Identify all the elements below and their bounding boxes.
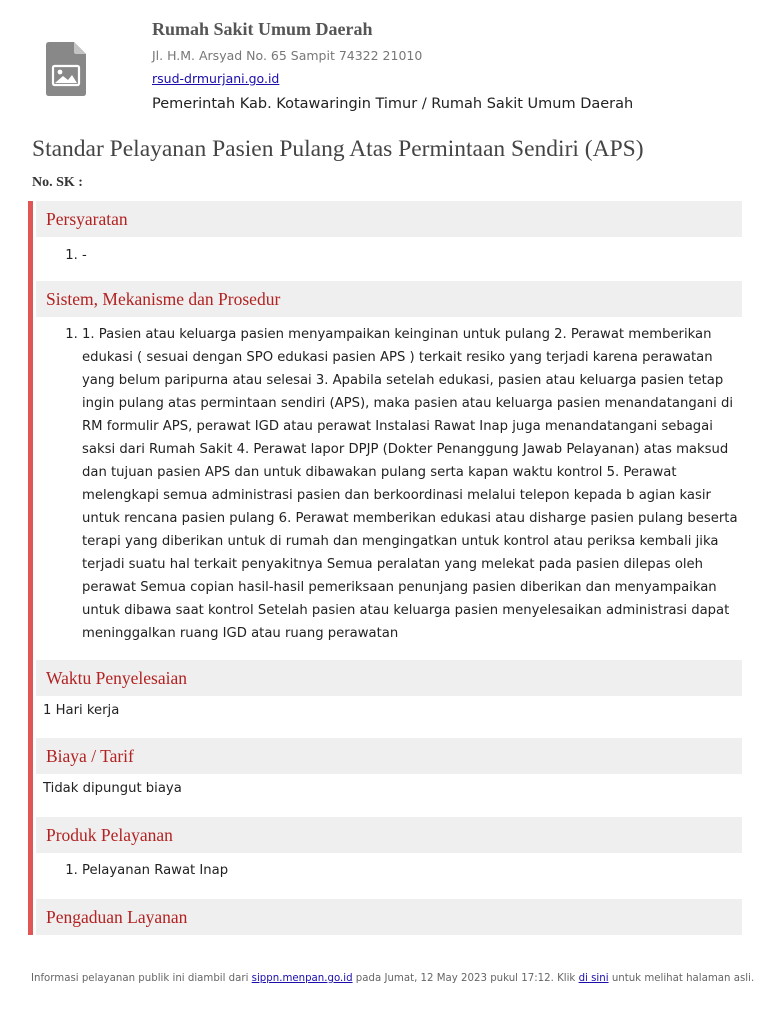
image-file-icon: [46, 42, 86, 96]
footer-prefix-text: Informasi pelayanan publik ini diambil dari: [31, 973, 249, 984]
page-footer: [31, 973, 755, 984]
website-link[interactable]: rsud-drmurjani.go.id: [152, 71, 280, 86]
original-page-link[interactable]: di sini: [578, 973, 609, 984]
government-breadcrumb: Pemerintah Kab. Kotawaringin Timur / Rumah Sakit Umum Daerah: [152, 96, 634, 112]
section-heading-pengaduan: Pengaduan Layanan: [36, 899, 742, 935]
section-heading-persyaratan: Persyaratan: [36, 201, 742, 237]
section-heading-produk: Produk Pelayanan: [36, 817, 742, 853]
page-title: Standar Pelayanan Pasien Pulang Atas Permintaan Sendiri (APS): [32, 136, 644, 162]
organization-address: Jl. H.M. Arsyad No. 65 Sampit 74322 21010: [152, 48, 423, 63]
sk-number-label: No. SK :: [32, 175, 83, 190]
section-body-prosedur: [33, 317, 742, 660]
section-body-persyaratan: [33, 237, 742, 281]
section-heading-waktu: Waktu Penyelesaian: [36, 660, 742, 696]
persyaratan-list: [33, 244, 742, 267]
source-link[interactable]: sippn.menpan.go.id: [251, 973, 353, 984]
footer-suffix-text: untuk melihat halaman asli.: [611, 973, 755, 984]
section-body-biaya: Tidak dipungut biaya: [43, 781, 182, 796]
footer-middle-text: pada Jumat, 12 May 2023 pukul 17:12. Klik: [355, 973, 576, 984]
list-item: 1. -: [82, 244, 742, 267]
section-heading-prosedur: Sistem, Mekanisme dan Prosedur: [36, 281, 742, 317]
organization-name: Rumah Sakit Umum Daerah: [152, 19, 373, 39]
produk-list: [33, 859, 742, 882]
prosedur-list: [33, 323, 742, 645]
list-item: 1. Pelayanan Rawat Inap: [82, 859, 742, 882]
page-header: [0, 0, 768, 130]
section-body-waktu: 1 Hari kerja: [43, 703, 120, 718]
list-item: 1. 1. Pasien atau keluarga pasien menyampaikan keinginan untuk pulang 2. Perawat memberikan edukasi ( sesuai dengan SPO edukasi pasien APS ) terkait resiko yang terjadi karena perawatan yang belum paripurna atau selesai 3. Apabila setelah edukasi, pasien atau keluarga pasien tetap ingin pulang atas permintaan sendiri (APS), maka pasien atau keluarga pasien menandatangani di RM formulir APS, perawat IGD atau perawat Instalasi Rawat Inap juga menandatangani sebagai saksi dari Rumah Sakit 4. Perawat lapor DPJP (Dokter Penanggung Jawab Pelayanan) atas maksud dan tujuan pasien APS dan untuk dibawakan pulang serta kapan waktu kontrol 5. Perawat melengkapi semua administrasi pasien dan berkoordinasi melalui telepon kepada b agian kasir untuk rencana pasien pulang 6. Perawat memberikan edukasi atau disharge pasien pulang beserta terapi yang diberikan untuk di rumah dan mengingatkan untuk kontrol atau periksa kembali jika terjadi suatu hal terkait penyakitnya Semua peralatan yang melekat pada pasien dilepas oleh perawat Semua copian hasil-hasil pemeriksaan penunjang pasien diberikan dan menyampaikan untuk dibawa saat kontrol Setelah pasien atau keluarga pasien menyelesaikan administrasi dapat meninggalkan ruang IGD atau ruang perawatan: [82, 323, 742, 645]
service-standard-content: [28, 201, 742, 935]
section-heading-biaya: Biaya / Tarif: [36, 738, 742, 774]
section-body-produk: [33, 853, 742, 899]
